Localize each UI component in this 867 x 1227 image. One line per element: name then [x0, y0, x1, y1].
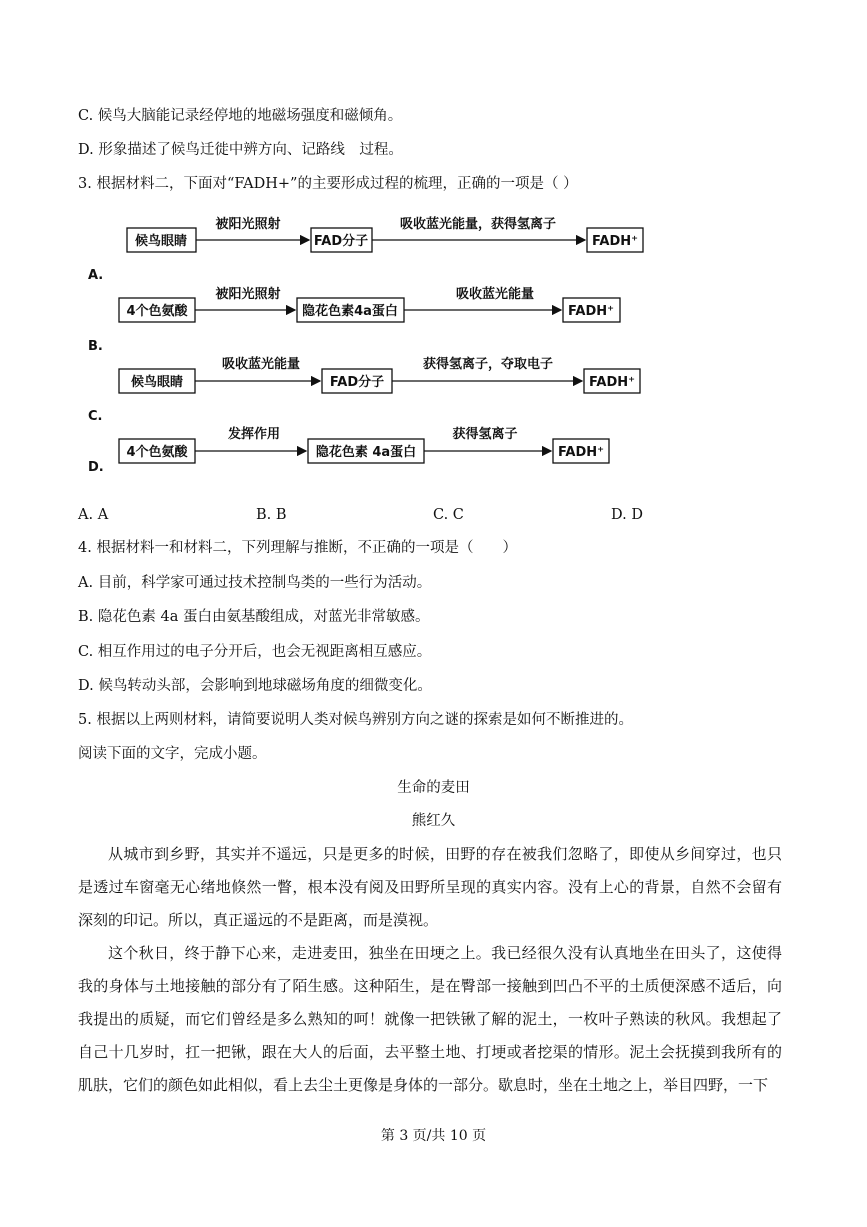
diagram-b-label: B.: [88, 339, 103, 354]
diagram-a-arrow-1-text: 被阳光照射: [215, 217, 281, 232]
answer-option-d: D. D: [611, 507, 643, 523]
diagram-d-box-3-text: FADH⁺: [558, 445, 604, 460]
diagram-d-arrow-2-text: 获得氢离子: [452, 427, 518, 442]
diagram-b-box-1-text: 4个色氨酸: [126, 304, 188, 319]
diagram-b-arrow-1-text: 被阳光照射: [215, 287, 281, 302]
question-4-option-c: C. 相互作用过的电子分开后，也会无视距离相互感应。: [78, 644, 432, 660]
article-paragraph-2: 这个秋日，终于静下心来，走进麦田，独坐在田埂之上。我已经很久没有认真地坐在田头了，这使得我的身体与土地接触的部分有了陌生感。这种陌生，是在臀部一接触到凹凸不平的土质便深感不适后，向我提出的质疑，而它们曾经是多么熟知的呵！就像一把铁锹了解的泥土，一枚叶子熟读的秋风。我想起了自己十几岁时，扛一把锹，跟在大人的后面，去平整土地、打埂或者挖渠的情形。泥土会抚摸到我所有的肌肤，它们的颜色如此相似，看上去尘土更像是身体的一部分。歇息时，坐在土地之上，举目四野，一下: [78, 944, 782, 1094]
page-footer: 第 3 页/共 10 页: [380, 1128, 487, 1144]
diagram-c-box-1-text: 候鸟眼睛: [130, 375, 184, 390]
diagram-d-box-2: [308, 439, 424, 463]
question-3-stem: 3. 根据材料二，下面对“FADH+”的主要形成过程的梳理，正确的一项是（ ）: [78, 176, 578, 192]
diagram-c-arrow-1-text: 吸收蓝光能量: [221, 357, 301, 372]
diagram-a-box-1: [127, 228, 196, 252]
diagram-a-box-2-text: FAD分子: [313, 234, 369, 249]
diagram-c-box-1: [119, 369, 195, 393]
diagram-d-box-1-text: 4个色氨酸: [126, 445, 188, 460]
answer-option-b: B. B: [256, 507, 287, 523]
diagram-c-arrow-2-text: 获得氢离子，夺取电子: [422, 357, 554, 372]
article-author: 熊红久: [411, 813, 456, 829]
answer-option-a: A. A: [78, 507, 109, 523]
diagram-c-box-3: [584, 369, 640, 393]
diagram-a-box-2: [311, 228, 372, 252]
diagram-a-label: A.: [88, 268, 104, 283]
diagram-a-arrow-2-text: 吸收蓝光能量，获得氢离子: [399, 217, 557, 232]
question-4-option-b: B. 隐花色素 4a 蛋白由氨基酸组成，对蓝光非常敏感。: [78, 609, 430, 625]
article-paragraph-1: 从城市到乡野，其实并不遥远，只是更多的时候，田野的存在被我们忽略了，即使从乡间穿过，也只是透过车窗毫无心绪地倏然一瞥，根本没有阅及田野所呈现的真实内容。没有上心的背景，自然不会留有深刻的印记。所以，真正遥远的不是距离，而是漠视。: [78, 845, 782, 929]
option-c-text: C. 候鸟大脑能记录经停地的地磁场强度和磁倾角。: [78, 108, 403, 124]
diagram-b-box-3: [563, 298, 620, 322]
diagram-b-box-2: [297, 298, 404, 322]
answer-option-c: C. C: [433, 507, 464, 523]
diagram-c-box-3-text: FADH⁺: [589, 375, 635, 390]
diagram-a-box-1-text: 候鸟眼睛: [134, 234, 188, 249]
diagram-c-label: C.: [88, 409, 103, 424]
question-4-stem: 4. 根据材料一和材料二，下列理解与推断，不正确的一项是（ ）: [78, 540, 517, 556]
diagram-b-box-3-text: FADH⁺: [568, 304, 614, 319]
reading-intro: 阅读下面的文字，完成小题。: [78, 746, 267, 762]
diagram-a-box-3-text: FADH⁺: [592, 234, 638, 249]
diagram-d-box-1: [119, 439, 195, 463]
diagram-d-label: D.: [88, 460, 104, 475]
diagram-c-box-2: [322, 369, 392, 393]
question-5-stem: 5. 根据以上两则材料，请简要说明人类对候鸟辨别方向之谜的探索是如何不断推进的。: [78, 712, 633, 728]
option-d-text: D. 形象描述了候鸟迁徙中辨方向、记路线 过程。: [78, 142, 403, 158]
diagram-b-arrow-2-text: 吸收蓝光能量: [455, 287, 535, 302]
diagram-d-box-3: [553, 439, 609, 463]
article-title: 生命的麦田: [397, 780, 470, 796]
question-4-option-d: D. 候鸟转动头部，会影响到地球磁场角度的细微变化。: [78, 678, 432, 694]
diagram-a-box-3: [587, 228, 643, 252]
question-4-option-a: A. 目前，科学家可通过技术控制鸟类的一些行为活动。: [78, 575, 432, 591]
diagram-b-box-1: [119, 298, 195, 322]
diagram-d-box-2-text: 隐花色素 4a蛋白: [315, 445, 417, 460]
diagram-b-box-2-text: 隐花色素4a蛋白: [302, 304, 398, 319]
diagram-d-arrow-1-text: 发挥作用: [227, 427, 281, 442]
diagram-c-box-2-text: FAD分子: [329, 375, 385, 390]
